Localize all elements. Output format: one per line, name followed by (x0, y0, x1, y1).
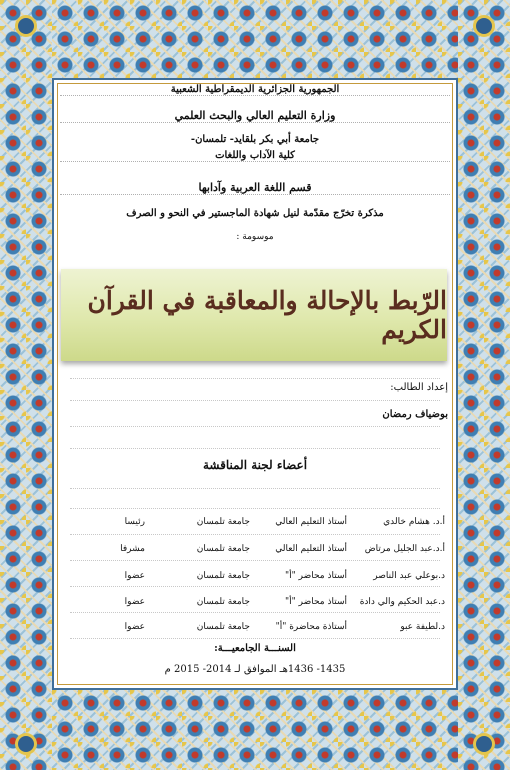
ornamental-border-top (0, 0, 510, 78)
member-university: جامعة تلمسان (196, 571, 250, 581)
ornamental-border-bottom (0, 690, 510, 770)
member-rank: أستاذ محاضر "أ" (285, 571, 347, 581)
member-role: رئيسا (124, 517, 145, 527)
member-rank: أستاذ التعليم العالي (275, 517, 347, 527)
ruled-line (70, 488, 440, 490)
student-label: إعداد الطالب: (390, 382, 448, 393)
member-name: د.لطيفة عبو (400, 622, 445, 632)
republic-heading: الجمهورية الجزائرية الديمقراطية الشعبية (60, 84, 450, 96)
ruled-line (70, 534, 440, 536)
university-heading: جامعة أبي بكر بلقايد- تلمسان- (190, 134, 320, 145)
member-name: أ.د. هشام خالدي (383, 517, 445, 527)
department-heading: قسم اللغة العربية وآدابها (60, 181, 450, 195)
member-name: أ.د.عبد الجليل مرتاض (364, 544, 445, 554)
member-rank: أستاذ محاضر "أ" (285, 597, 347, 607)
member-rank: أستاذة محاضرة "أ" (275, 622, 347, 632)
student-name: بوضياف رمضان (382, 409, 448, 420)
corner-rosette-icon (18, 736, 34, 752)
ruled-line (70, 378, 440, 380)
academic-year-value: 1435- 1436هـ الموافق لـ 2014- 2015 م (164, 664, 346, 675)
ruled-line (70, 638, 440, 640)
committee-row (90, 544, 445, 560)
committee-row (90, 571, 445, 587)
subject-label: موسومة : (236, 232, 274, 242)
academic-year-label: السنـــة الجامعيـــة: (214, 643, 296, 654)
member-name: د.عبد الحكيم والي دادة (359, 597, 445, 607)
committee-row (90, 597, 445, 613)
ruled-line (70, 426, 440, 428)
member-rank: أستاذ التعليم العالي (275, 544, 347, 554)
thesis-title: الرّبط بالإحالة والمعاقبة في القرآن الكريم (87, 286, 447, 344)
ruled-line (70, 508, 440, 510)
faculty-heading: كلية الآداب واللغات (60, 150, 450, 162)
corner-rosette-icon (476, 18, 492, 34)
member-role: عضوا (124, 622, 145, 632)
title-box (61, 269, 447, 361)
member-university: جامعة تلمسان (196, 597, 250, 607)
ruled-line (70, 560, 440, 562)
ruled-line (70, 400, 440, 402)
member-university: جامعة تلمسان (196, 622, 250, 632)
ruled-line (70, 448, 440, 450)
member-role: عضوا (124, 571, 145, 581)
committee-title: أعضاء لجنة المناقشة (202, 458, 308, 472)
ministry-heading: وزارة التعليم العالي والبحث العلمي (60, 109, 450, 123)
member-name: د.بوعلي عبد الناصر (373, 571, 445, 581)
ornamental-border-left (0, 0, 52, 770)
thesis-type: مذكرة تخرّج مقدّمة لنيل شهادة الماجستير في النحو و الصرف (126, 208, 384, 219)
member-role: مشرفا (120, 544, 145, 554)
committee-row (90, 622, 445, 638)
committee-row (90, 517, 445, 533)
corner-rosette-icon (18, 18, 34, 34)
ornamental-border-right (458, 0, 510, 770)
member-university: جامعة تلمسان (196, 517, 250, 527)
member-university: جامعة تلمسان (196, 544, 250, 554)
member-role: عضوا (124, 597, 145, 607)
corner-rosette-icon (476, 736, 492, 752)
